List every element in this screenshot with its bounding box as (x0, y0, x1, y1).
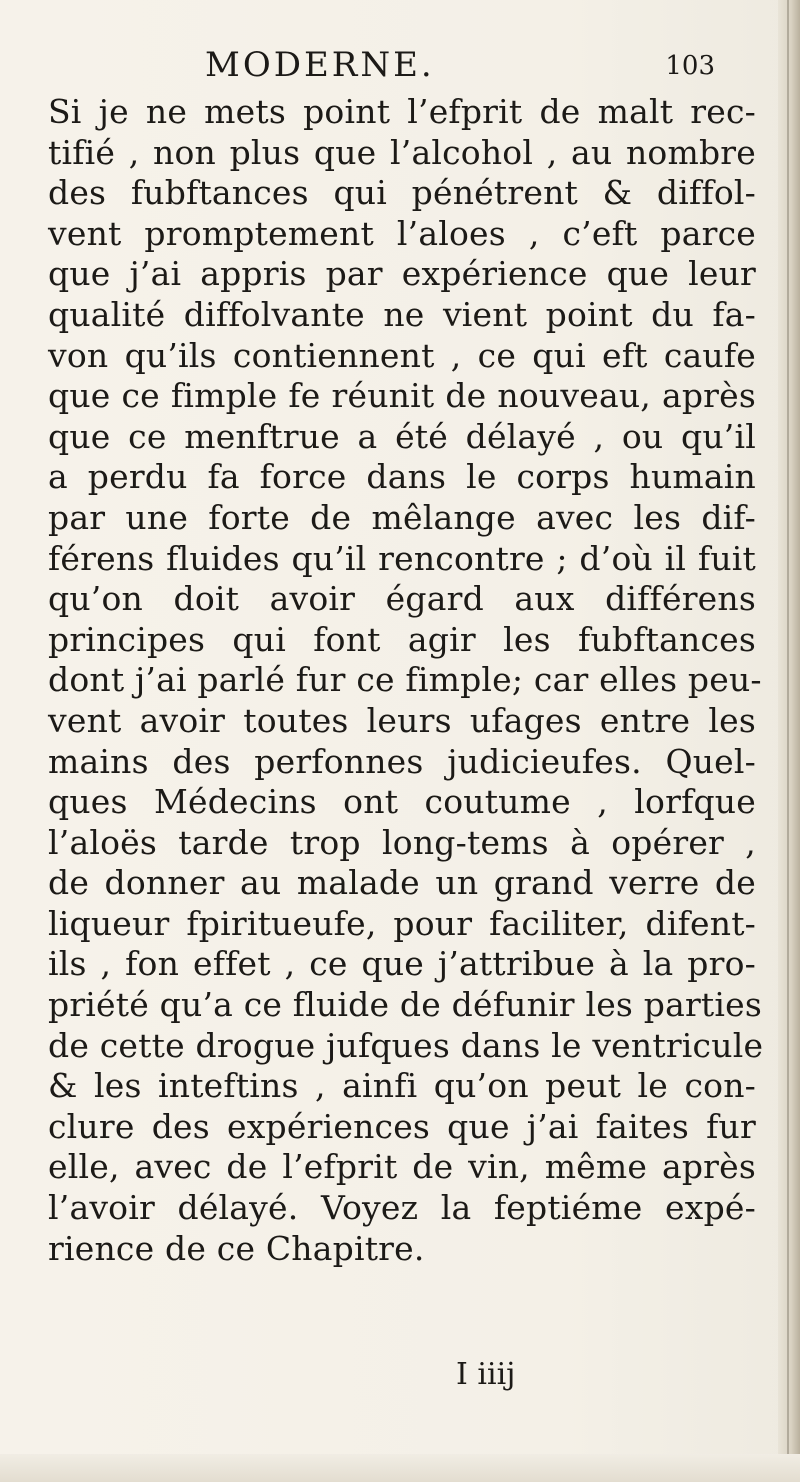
text-line: l’aloës tarde trop long-tems à opérer , (48, 822, 756, 862)
text-line: que ce menftrue a été délayé , ou qu’il (48, 416, 756, 456)
text-line: que ce fimple fe réunit de nouveau, après (48, 376, 756, 416)
signature-mark: I iiij (456, 1357, 516, 1392)
text-line: qu’on doit avoir égard aux différens (48, 579, 756, 619)
text-line: tifié , non plus que l’alcohol , au nombre (48, 132, 756, 172)
text-line: que j’ai appris par expérience que leur (48, 254, 756, 294)
text-line: mains des perfonnes judicieufes. Quel- (48, 741, 756, 781)
text-line: l’avoir délayé. Voyez la feptiéme expé- (48, 1188, 756, 1228)
text-line: a perdu fa force dans le corps humain (48, 457, 756, 497)
text-line: vent promptement l’aloes , c’eft parce (48, 213, 756, 253)
text-line: de donner au malade un grand verre de (48, 863, 756, 903)
text-line: & les inteftins , ainfi qu’on peut le con- (48, 1066, 756, 1106)
text-line: des fubftances qui pénétrent & diffol- (48, 173, 756, 213)
text-line: von qu’ils contiennent , ce qui eft caufe (48, 335, 756, 375)
text-line: de cette drogue jufques dans le ventricule (48, 1025, 764, 1065)
text-line: qualité diffolvante ne vient point du fa- (48, 294, 756, 334)
text-line: clure des expériences que j’ai faites fur (48, 1106, 756, 1146)
text-line: vent avoir toutes leurs ufages entre les (48, 700, 756, 740)
page-header (205, 40, 715, 90)
text-line: liqueur fpiritueufe, pour faciliter, difent- (48, 903, 756, 943)
page-binding-edge (778, 0, 800, 1482)
running-head: MODERNE. (205, 45, 435, 85)
page-number: 103 (665, 51, 715, 81)
page-bottom-edge (0, 1454, 800, 1482)
text-line: férens fluides qu’il rencontre ; d’où il fuit (48, 538, 756, 578)
text-line: elle, avec de l’efprit de vin, même après (48, 1147, 756, 1187)
text-line: dont j’ai parlé fur ce fimple; car elles peu- (48, 660, 762, 700)
text-line: Si je ne mets point l’efprit de malt rec- (48, 92, 756, 131)
text-line: ques Médecins ont coutume , lorfque (48, 782, 756, 822)
text-line: ils , fon effet , ce que j’attribue à la pro- (48, 944, 756, 984)
body-text (48, 92, 764, 1269)
text-line-last: rience de ce Chapitre. (48, 1228, 425, 1268)
text-line: principes qui font agir les fubftances (48, 619, 756, 659)
text-line: priété qu’a ce fluide de défunir les parties (48, 985, 763, 1025)
text-line: par une forte de mêlange avec les dif- (48, 497, 756, 537)
